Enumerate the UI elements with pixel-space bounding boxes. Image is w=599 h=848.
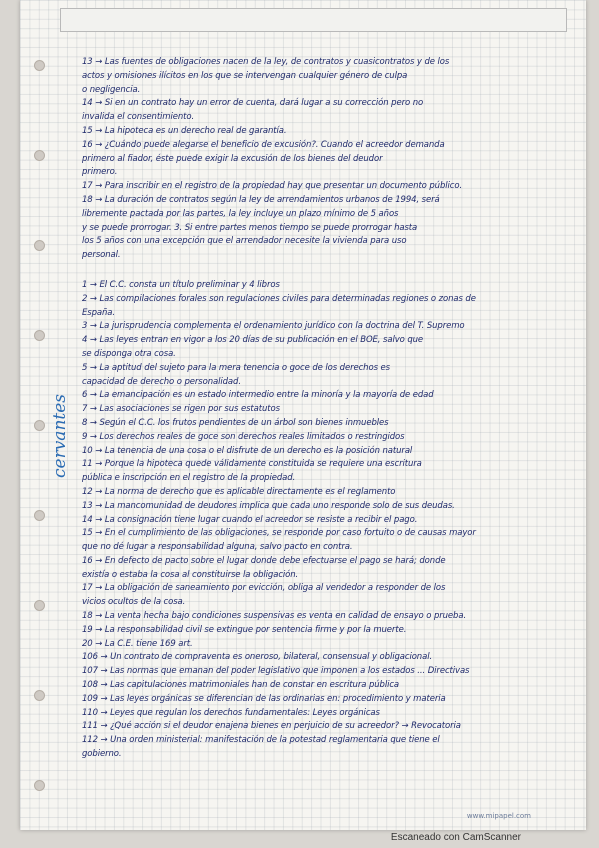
note-line: 11 → Porque la hipoteca quede válidamente constituida se requiere una escritura <box>82 459 422 470</box>
note-line: 8 → Según el C.C. los frutos pendientes de un árbol son bienes inmuebles <box>82 417 389 428</box>
note-line: 3 → La jurisprudencia complementa el ordenamiento jurídico con la doctrina del T. Supremo <box>82 321 465 332</box>
note-line: 17 → La obligación de saneamiento por evicción, obliga al vendedor a responder de los <box>82 583 446 594</box>
binder-hole <box>34 600 45 611</box>
binder-hole <box>34 60 45 71</box>
brand-logo <box>50 393 80 578</box>
binder-hole <box>34 150 45 161</box>
note-line: 110 → Leyes que regulan los derechos fundamentales: Leyes orgánicas <box>82 707 380 718</box>
note-line: o negligencia. <box>82 84 141 95</box>
note-line: 13 → Las fuentes de obligaciones nacen de la ley, de contratos y cuasicontratos y de los <box>82 57 450 67</box>
note-line: 18 → La duración de contratos según la ley de arrendamientos urbanos de 1994, será <box>82 194 440 205</box>
note-line: 112 → Una orden ministerial: manifestación de la potestad reglamentaria que tiene el <box>82 735 440 746</box>
footer-url: www.mipapel.com <box>466 812 531 820</box>
note-line: 15 → La hipoteca es un derecho real de garantía. <box>82 125 287 136</box>
note-line: 4 → Las leyes entran en vigor a los 20 días de su publicación en el BOE, salvo que <box>82 335 424 346</box>
note-line: personal. <box>82 250 121 261</box>
binder-holes <box>34 40 48 800</box>
note-line: 7 → Las asociaciones se rigen por sus estatutos <box>82 404 280 415</box>
binder-hole <box>34 330 45 341</box>
note-line: gobierno. <box>82 749 122 760</box>
note-line: 15 → En el cumplimiento de las obligaciones, se responde por caso fortuito o de causas mayor <box>82 528 476 539</box>
note-line: 14 → Si en un contrato hay un error de cuenta, dará lugar a su corrección pero no <box>82 98 424 109</box>
note-line: 14 → La consignación tiene lugar cuando el acreedor se resiste a recibir el pago. <box>82 514 418 525</box>
binder-hole <box>34 510 45 521</box>
note-line: 12 → La norma de derecho que es aplicable directamente es el reglamento <box>82 486 396 497</box>
note-line: 16 → En defecto de pacto sobre el lugar donde debe efectuarse el pago se hará; donde <box>82 555 446 566</box>
brand-logo-text: cervantes <box>50 393 70 478</box>
notes-section-2 <box>82 279 567 762</box>
note-line: actos y omisiones ilícitos en los que se intervengan cualquier género de culpa <box>82 70 408 81</box>
binder-hole <box>34 690 45 701</box>
note-line: 111 → ¿Qué acción si el deudor enajena bienes en perjuicio de su acreedor? → Revocatoria <box>82 721 461 732</box>
note-line: y se puede prorrogar. 3. Si entre partes menos tiempo se puede prorrogar hasta <box>82 222 418 233</box>
note-line: 6 → La emancipación es un estado intermedio entre la minoría y la mayoría de edad <box>82 390 434 401</box>
binder-hole <box>34 780 45 791</box>
note-line: 107 → Las normas que emanan del poder legislativo que imponen a los estados ... Directivas <box>82 666 470 677</box>
note-line: vicios ocultos de la cosa. <box>82 597 186 608</box>
note-line: 106 → Un contrato de compraventa es oneroso, bilateral, consensual y obligacional. <box>82 652 433 663</box>
note-line: primero al fiador, éste puede exigir la excusión de los bienes del deudor <box>82 153 383 164</box>
binder-hole <box>34 420 45 431</box>
notes-section-1 <box>82 56 567 263</box>
note-line: 2 → Las compilaciones forales son regulaciones civiles para determinadas regiones o zonas de <box>82 293 476 304</box>
note-line: 5 → La aptitud del sujeto para la mera tenencia o goce de los derechos es <box>82 362 390 373</box>
note-line: 16 → ¿Cuándo puede alegarse el beneficio de excusión?. Cuando el acreedor demanda <box>82 139 445 150</box>
note-line: 13 → La mancomunidad de deudores implica que cada uno responde solo de sus deudas. <box>82 500 455 511</box>
note-line: pública e inscripción en el registro de la propiedad. <box>82 473 296 484</box>
note-line: 9 → Los derechos reales de goce son derechos reales limitados o restringidos <box>82 431 405 442</box>
note-line: 17 → Para inscribir en el registro de la propiedad hay que presentar un documento público. <box>82 181 463 192</box>
note-line: libremente pactada por las partes, la ley incluye un plazo mínimo de 5 años <box>82 208 399 219</box>
note-line: los 5 años con una excepción que el arrendador necesite la vivienda para uso <box>82 236 407 247</box>
note-line: capacidad de derecho o personalidad. <box>82 376 241 387</box>
scanner-watermark: Escaneado con CamScanner <box>390 832 521 843</box>
note-line: 1 → El C.C. consta un título preliminar y 4 libros <box>82 279 280 290</box>
note-line: 109 → Las leyes orgánicas se diferencian de las ordinarias en: procedimiento y materia <box>82 693 446 704</box>
header-box <box>60 8 567 32</box>
note-line: 20 → La C.E. tiene 169 art. <box>82 638 193 649</box>
note-line: primero. <box>82 167 118 178</box>
note-line: 108 → Las capitulaciones matrimoniales han de constar en escritura pública <box>82 680 400 691</box>
note-line: 19 → La responsabilidad civil se extingue por sentencia firme y por la muerte. <box>82 624 407 635</box>
note-line: que no dé lugar a responsabilidad alguna, salvo pacto en contra. <box>82 542 353 553</box>
notebook-page <box>20 0 586 830</box>
handwritten-notes <box>82 56 567 762</box>
note-line: invalida el consentimiento. <box>82 112 195 123</box>
binder-hole <box>34 240 45 251</box>
note-line: se disponga otra cosa. <box>82 348 176 359</box>
note-line: España. <box>82 307 116 318</box>
note-line: existía o estaba la cosa al constituirse la obligación. <box>82 569 299 580</box>
note-line: 10 → La tenencia de una cosa o el disfrute de un derecho es la posición natural <box>82 445 413 456</box>
note-line: 18 → La venta hecha bajo condiciones suspensivas es venta en calidad de ensayo o prueba. <box>82 611 467 622</box>
